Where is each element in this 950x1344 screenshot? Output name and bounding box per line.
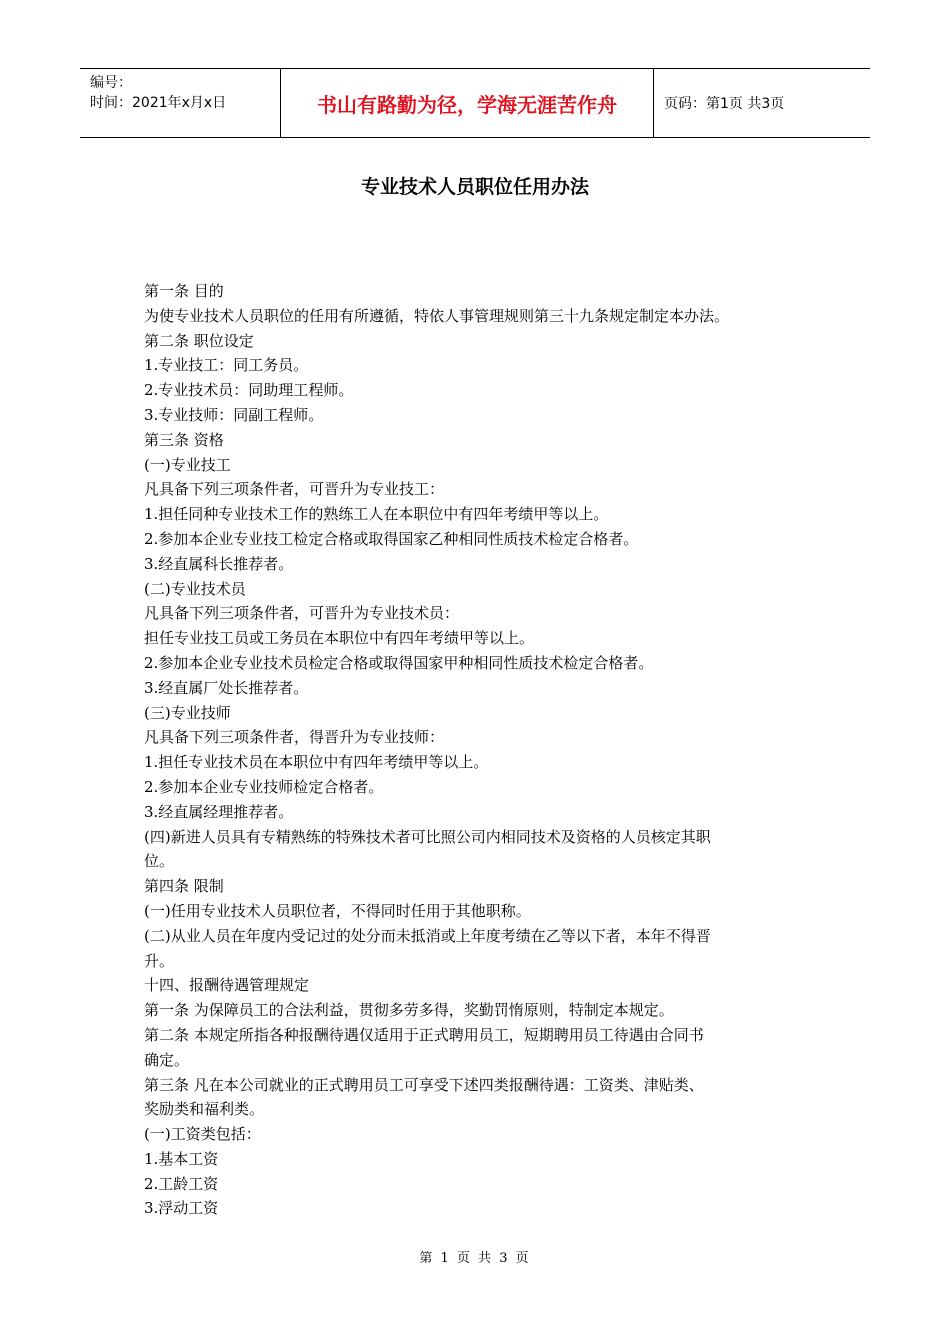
header-meta-cell [80, 69, 281, 137]
body-line: 3.浮动工资 [144, 1199, 219, 1218]
body-line: 3.经直属科长推荐者。 [144, 554, 294, 573]
body-line: (一)任用专业技术人员职位者，不得同时任用于其他职称。 [144, 901, 531, 920]
body-line: 2.参加本企业专业技工检定合格或取得国家乙种相同性质技术检定合格者。 [144, 529, 639, 548]
document-date: 时间：2021年x月x日 [90, 95, 227, 111]
body-line: (一)工资类包括： [144, 1125, 261, 1144]
body-line: 担任专业技工员或工务员在本职位中有四年考绩甲等以上。 [144, 629, 535, 648]
body-line: 为使专业技术人员职位的任用有所遵循，特依人事管理规则第三十九条规定制定本办法。 [144, 306, 730, 325]
body-line: 3.专业技师：同副工程师。 [144, 405, 324, 424]
body-line: 第三条 资格 [144, 430, 224, 449]
body-line: 2.专业技术员：同助理工程师。 [144, 381, 354, 400]
body-line: (一)专业技工 [144, 455, 231, 474]
body-line: 第二条 职位设定 [144, 331, 254, 350]
document-number-label: 编号： [90, 75, 132, 91]
body-line: 1.专业技工：同工务员。 [144, 356, 309, 375]
body-line: 第三条 凡在本公司就业的正式聘用员工可享受下述四类报酬待遇：工资类、津贴类、 [144, 1075, 704, 1094]
body-line: 1.担任专业技术员在本职位中有四年考绩甲等以上。 [144, 753, 489, 772]
body-line: 第四条 限制 [144, 877, 224, 896]
body-line: 2.参加本企业专业技师检定合格者。 [144, 777, 384, 796]
body-line: (二)从业人员在年度内受记过的处分而未抵消或上年度考绩在乙等以下者，本年不得晋 [144, 926, 711, 945]
document-body [144, 279, 804, 1221]
body-line: 凡具备下列三项条件者，得晋升为专业技师： [144, 728, 445, 747]
body-line: 第二条 本规定所指各种报酬待遇仅适用于正式聘用员工，短期聘用员工待遇由合同书 [144, 1025, 704, 1044]
page-header [80, 68, 870, 138]
body-line: 确定。 [144, 1050, 190, 1069]
body-line: (二)专业技术员 [144, 579, 246, 598]
body-line: 位。 [144, 852, 175, 871]
body-line: 第一条 为保障员工的合法利益，贯彻多劳多得，奖勤罚惰原则，特制定本规定。 [144, 1001, 674, 1020]
header-page-code: 页码：第1页 共3页 [664, 96, 785, 112]
body-line: 1.担任同种专业技术工作的熟练工人在本职位中有四年考绩甲等以上。 [144, 505, 609, 524]
body-line: 3.经直属厂处长推荐者。 [144, 678, 309, 697]
page-footer: 第 1 页 共 3 页 [419, 1251, 531, 1266]
body-line: 凡具备下列三项条件者，可晋升为专业技术员： [144, 604, 460, 623]
document-title: 专业技术人员职位任用办法 [360, 176, 589, 198]
body-line: 第一条 目的 [144, 282, 224, 300]
body-line: (四)新进人员具有专精熟练的特殊技术者可比照公司内相同技术及资格的人员核定其职 [144, 827, 711, 846]
body-line: 2.参加本企业专业技术员检定合格或取得国家甲种相同性质技术检定合格者。 [144, 653, 654, 672]
body-line: 十四、报酬待遇管理规定 [144, 976, 310, 995]
body-line: 奖励类和福利类。 [144, 1100, 265, 1119]
body-line: 3.经直属经理推荐者。 [144, 802, 294, 821]
body-line: 凡具备下列三项条件者，可晋升为专业技工： [144, 480, 445, 499]
body-line: 1.基本工资 [144, 1149, 219, 1168]
header-motto: 书山有路勤为径，学海无涯苦作舟 [281, 69, 654, 137]
body-line: (三)专业技师 [144, 703, 231, 722]
body-line: 2.工龄工资 [144, 1174, 219, 1193]
body-line: 升。 [144, 951, 175, 970]
